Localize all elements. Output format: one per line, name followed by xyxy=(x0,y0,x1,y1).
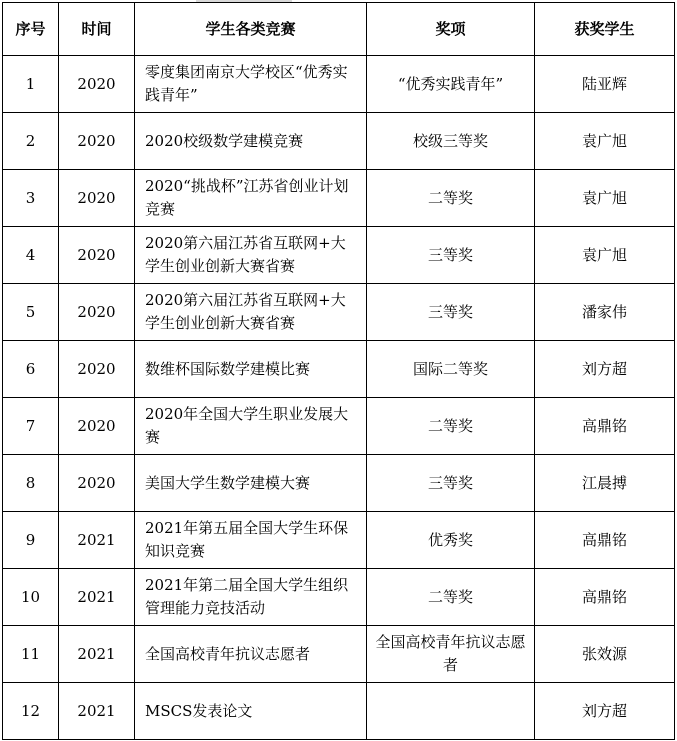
table-row xyxy=(3,113,675,170)
cell-competition: 2020年全国大学生职业发展大赛 xyxy=(135,398,367,455)
table-body xyxy=(3,56,675,740)
cell-no: 10 xyxy=(3,569,59,626)
cell-award: 三等奖 xyxy=(367,284,535,341)
cell-year: 2020 xyxy=(59,398,135,455)
cell-student: 张效源 xyxy=(535,626,675,683)
cell-award: 二等奖 xyxy=(367,569,535,626)
cell-no: 6 xyxy=(3,341,59,398)
cell-student: 江晨搏 xyxy=(535,455,675,512)
cell-competition: 2021年第五届全国大学生环保知识竞赛 xyxy=(135,512,367,569)
cell-year: 2020 xyxy=(59,455,135,512)
cell-competition: 2020校级数学建模竞赛 xyxy=(135,113,367,170)
cell-award: 二等奖 xyxy=(367,170,535,227)
cell-award: “优秀实践青年” xyxy=(367,56,535,113)
cell-year: 2021 xyxy=(59,626,135,683)
cell-award: 校级三等奖 xyxy=(367,113,535,170)
table-row xyxy=(3,398,675,455)
cell-year: 2021 xyxy=(59,512,135,569)
cell-no: 1 xyxy=(3,56,59,113)
table-row xyxy=(3,626,675,683)
cell-no: 11 xyxy=(3,626,59,683)
cell-year: 2020 xyxy=(59,227,135,284)
cell-award: 二等奖 xyxy=(367,398,535,455)
cell-competition: 2020“挑战杯”江苏省创业计划竞赛 xyxy=(135,170,367,227)
cell-competition: 美国大学生数学建模大赛 xyxy=(135,455,367,512)
table-row xyxy=(3,56,675,113)
cell-award: 三等奖 xyxy=(367,227,535,284)
header-year: 时间 xyxy=(59,3,135,56)
cell-year: 2021 xyxy=(59,683,135,740)
cell-competition: 2021年第二届全国大学生组织管理能力竞技活动 xyxy=(135,569,367,626)
cell-award: 国际二等奖 xyxy=(367,341,535,398)
cell-competition: 2020第六届江苏省互联网+大学生创业创新大赛省赛 xyxy=(135,227,367,284)
cell-year: 2020 xyxy=(59,284,135,341)
table-row xyxy=(3,284,675,341)
awards-table xyxy=(2,2,675,740)
cell-competition: MSCS发表论文 xyxy=(135,683,367,740)
cell-student: 袁广旭 xyxy=(535,170,675,227)
cell-student: 高鼎铭 xyxy=(535,398,675,455)
cell-year: 2020 xyxy=(59,341,135,398)
table-row xyxy=(3,569,675,626)
header-award: 奖项 xyxy=(367,3,535,56)
cell-competition: 数维杯国际数学建模比赛 xyxy=(135,341,367,398)
cell-student: 袁广旭 xyxy=(535,227,675,284)
table-row xyxy=(3,170,675,227)
cell-student: 高鼎铭 xyxy=(535,569,675,626)
cell-no: 4 xyxy=(3,227,59,284)
cell-no: 2 xyxy=(3,113,59,170)
header-no: 序号 xyxy=(3,3,59,56)
cell-competition: 零度集团南京大学校区“优秀实践青年” xyxy=(135,56,367,113)
cell-award: 三等奖 xyxy=(367,455,535,512)
cell-no: 3 xyxy=(3,170,59,227)
cell-year: 2020 xyxy=(59,170,135,227)
cell-no: 8 xyxy=(3,455,59,512)
cell-student: 陆亚辉 xyxy=(535,56,675,113)
cell-student: 潘家伟 xyxy=(535,284,675,341)
cell-no: 5 xyxy=(3,284,59,341)
cell-student: 刘方超 xyxy=(535,341,675,398)
cell-no: 9 xyxy=(3,512,59,569)
header-competition: 学生各类竞赛 xyxy=(135,3,367,56)
cell-year: 2020 xyxy=(59,56,135,113)
cell-competition: 2020第六届江苏省互联网+大学生创业创新大赛省赛 xyxy=(135,284,367,341)
cell-award: 优秀奖 xyxy=(367,512,535,569)
cell-no: 12 xyxy=(3,683,59,740)
cell-year: 2021 xyxy=(59,569,135,626)
cell-year: 2020 xyxy=(59,113,135,170)
table-row xyxy=(3,512,675,569)
table-row xyxy=(3,341,675,398)
cell-student: 高鼎铭 xyxy=(535,512,675,569)
table-row xyxy=(3,455,675,512)
table-row xyxy=(3,683,675,740)
cell-competition: 全国高校青年抗议志愿者 xyxy=(135,626,367,683)
header-row xyxy=(3,3,675,56)
cell-no: 7 xyxy=(3,398,59,455)
cell-award xyxy=(367,683,535,740)
cell-award: 全国高校青年抗议志愿者 xyxy=(367,626,535,683)
cell-student: 袁广旭 xyxy=(535,113,675,170)
table-row xyxy=(3,227,675,284)
header-student: 获奖学生 xyxy=(535,3,675,56)
cell-student: 刘方超 xyxy=(535,683,675,740)
